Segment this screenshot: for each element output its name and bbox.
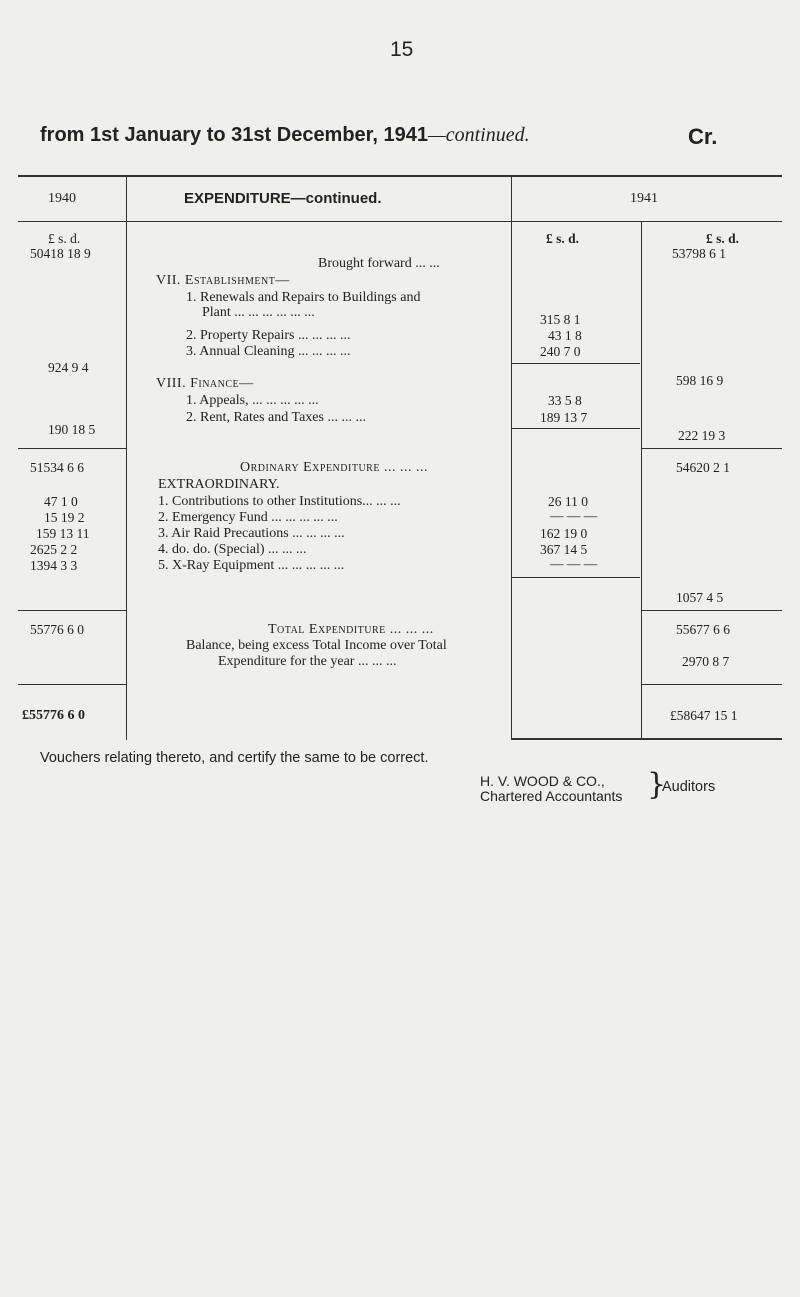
label-balance-2: Expenditure for the year ... ... ...: [218, 654, 397, 669]
inner-property: 43 1 8: [548, 328, 582, 343]
prev-grand-total: £55776 6 0: [22, 708, 85, 723]
outer-total: 55677 6 6: [676, 622, 730, 637]
firm-name: H. V. WOOD & CO.,: [480, 773, 605, 789]
inner-cleaning: 240 7 0: [540, 344, 581, 359]
table-top-rule: [18, 175, 782, 177]
currency-inner: £ s. d.: [546, 231, 580, 246]
outer-grand-total: £58647 15 1: [670, 708, 738, 723]
rule-grand-prev-top: [18, 684, 126, 685]
prev-emergency: 15 19 2: [44, 510, 85, 525]
label-air-raid: 3. Air Raid Precautions ... ... ... ...: [158, 526, 345, 541]
outer-extraordinary-total: 1057 4 5: [676, 590, 724, 605]
label-property: 2. Property Repairs ... ... ... ...: [186, 328, 351, 343]
page-heading: [40, 124, 530, 147]
prev-xray: 1394 3 3: [30, 558, 78, 573]
heading-side: Cr.: [688, 124, 718, 149]
inner-rent: 189 13 7: [540, 410, 588, 425]
inner-special: 367 14 5: [540, 542, 588, 557]
label-total: Total Expenditure ... ... ...: [268, 622, 434, 637]
table-bottom-rule: [511, 738, 782, 740]
page-number: 15: [390, 38, 414, 61]
label-renewals-2: Plant ... ... ... ... ... ...: [202, 305, 315, 320]
divider-left: [126, 175, 127, 740]
rule-section-1-right: [642, 448, 782, 449]
col-middle-header: EXPENDITURE—continued.: [184, 190, 382, 207]
heading-extraordinary: EXTRAORDINARY.: [158, 477, 280, 492]
divider-mid: [511, 175, 512, 740]
label-contributions: 1. Contributions to other Institutions... ... ...: [158, 494, 401, 509]
prev-air-raid: 159 13 11: [36, 526, 90, 541]
outer-ordinary: 54620 2 1: [676, 460, 730, 475]
label-balance-1: Balance, being excess Total Income over Total: [186, 638, 447, 653]
label-special: 4. do. do. (Special) ... ... ...: [158, 542, 307, 557]
prev-brought-forward: 50418 18 9: [30, 246, 91, 261]
currency-left: £ s. d.: [48, 231, 81, 246]
currency-outer: £ s. d.: [706, 231, 740, 246]
divider-inner: [641, 221, 642, 740]
inner-emergency: — — —: [550, 508, 598, 523]
auditors-label: Auditors: [662, 779, 716, 795]
inner-contributions: 26 11 0: [548, 494, 588, 509]
prev-establishment-total: 924 9 4: [48, 360, 89, 375]
rule-finance-sub: [512, 428, 640, 429]
label-brought-forward: Brought forward ... ...: [318, 256, 440, 271]
header-rule: [18, 221, 782, 222]
rule-section-2: [18, 610, 126, 611]
outer-finance-total: 222 19 3: [678, 428, 726, 443]
prev-total: 55776 6 0: [30, 622, 84, 637]
rule-extraordinary-sub: [512, 577, 640, 578]
label-cleaning: 3. Annual Cleaning ... ... ... ...: [186, 344, 351, 359]
prev-ordinary: 51534 6 6: [30, 460, 84, 475]
label-ordinary: Ordinary Expenditure ... ... ...: [240, 460, 428, 475]
heading-establishment: VII. Establishment—: [156, 273, 290, 288]
label-renewals-1: 1. Renewals and Repairs to Buildings and: [186, 290, 421, 305]
heading-continued: —continued.: [427, 124, 530, 146]
label-emergency: 2. Emergency Fund ... ... ... ... ...: [158, 510, 338, 525]
rule-grand-outer-top: [642, 684, 782, 685]
rule-establishment-sub: [512, 363, 640, 364]
auditors-brace: }: [647, 767, 667, 802]
prev-finance-total: 190 18 5: [48, 422, 96, 437]
inner-air-raid: 162 19 0: [540, 526, 588, 541]
label-rent: 2. Rent, Rates and Taxes ... ... ...: [186, 410, 366, 425]
outer-brought-forward: 53798 6 1: [672, 246, 726, 261]
inner-xray: — — —: [550, 556, 598, 571]
col-right-year: 1941: [630, 191, 658, 206]
label-appeals: 1. Appeals, ... ... ... ... ...: [186, 393, 319, 408]
outer-establishment-total: 598 16 9: [676, 373, 724, 388]
heading-main: from 1st January to 31st December, 1941: [40, 124, 428, 146]
prev-contributions: 47 1 0: [44, 494, 78, 509]
vouchers-text: Vouchers relating thereto, and certify the same to be correct.: [40, 750, 429, 766]
prev-special: 2625 2 2: [30, 542, 78, 557]
rule-section-1: [18, 448, 126, 449]
inner-appeals: 33 5 8: [548, 393, 582, 408]
heading-finance: VIII. Finance—: [156, 376, 254, 391]
inner-renewals: 315 8 1: [540, 312, 581, 327]
col-left-year: 1940: [48, 191, 76, 206]
rule-section-2-right: [642, 610, 782, 611]
firm-role: Chartered Accountants: [480, 788, 623, 804]
label-xray: 5. X-Ray Equipment ... ... ... ... ...: [158, 558, 345, 573]
outer-balance: 2970 8 7: [682, 654, 730, 669]
